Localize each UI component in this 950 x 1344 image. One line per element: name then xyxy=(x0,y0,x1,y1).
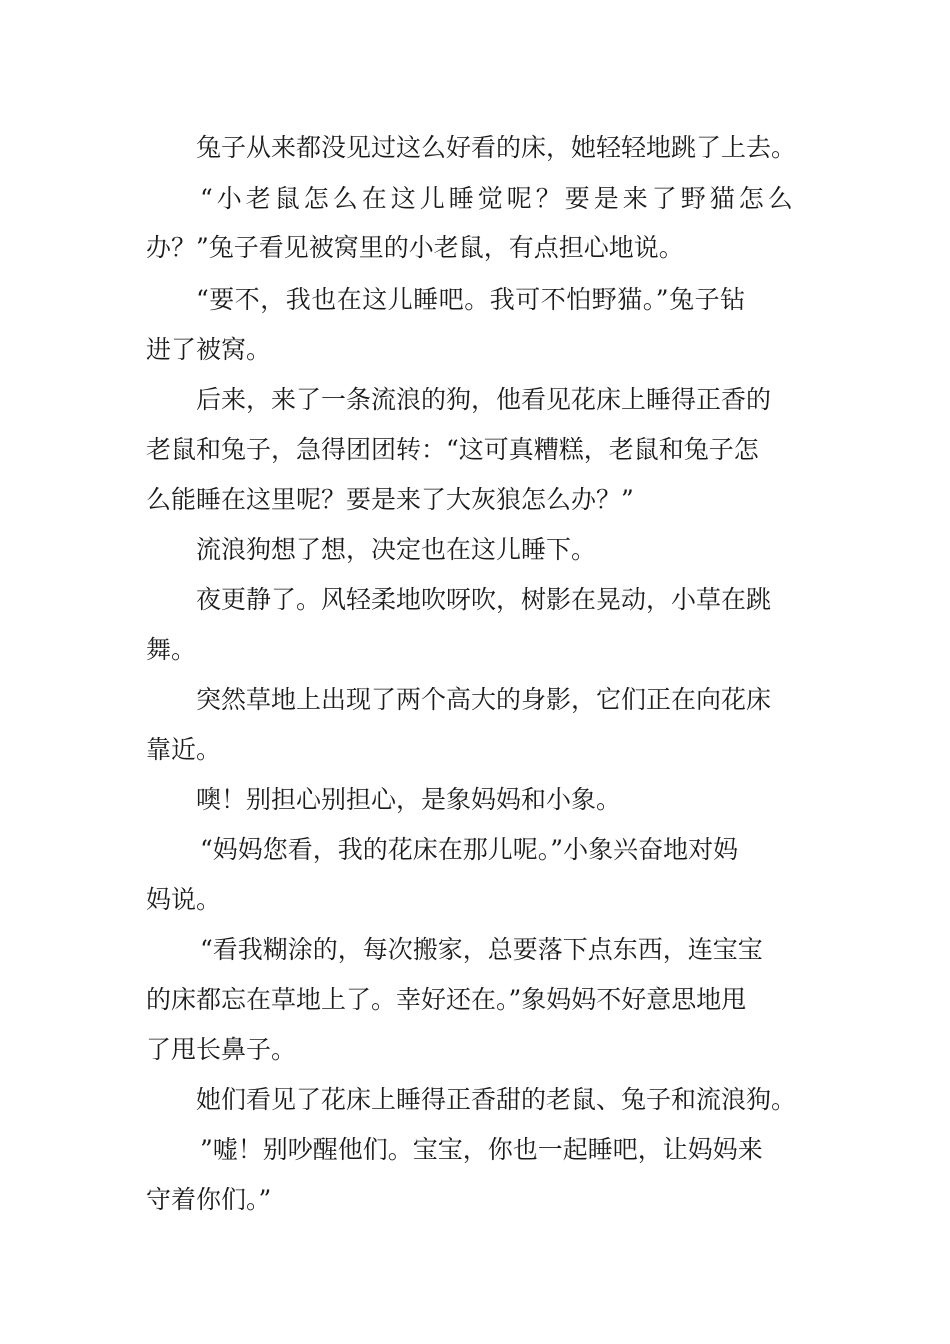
text-line: ”嘘！别吵醒他们。宝宝，你也一起睡吧，让妈妈来 xyxy=(200,1135,763,1164)
text-line: 进了被窝。 xyxy=(146,335,272,364)
text-line: 夜更静了。风轻柔地吹呀吹，树影在晃动，小草在跳 xyxy=(196,585,772,614)
text-line: “妈妈您看，我的花床在那儿呢。”小象兴奋地对妈 xyxy=(200,835,739,864)
text-line: 她们看见了花床上睡得正香甜的老鼠、兔子和流浪狗。 xyxy=(196,1085,797,1114)
text-line: 流浪狗想了想，决定也在这儿睡下。 xyxy=(196,535,597,564)
text-line: 了甩长鼻子。 xyxy=(146,1035,297,1064)
text-line: 么能睡在这里呢？要是来了大灰狼怎么办？” xyxy=(146,485,634,514)
text-line: “小老鼠怎么在这儿睡觉呢？要是来了野猫怎么 xyxy=(200,184,797,213)
text-line: “看我糊涂的，每次搬家，总要落下点东西，连宝宝 xyxy=(200,935,763,964)
text-line: 守着你们。” xyxy=(146,1185,272,1214)
text-line: 突然草地上出现了两个高大的身影，它们正在向花床 xyxy=(196,685,772,714)
text-line: 的床都忘在草地上了。幸好还在。”象妈妈不好意思地甩 xyxy=(146,985,747,1014)
text-line: 靠近。 xyxy=(146,735,222,764)
text-line: 妈说。 xyxy=(146,885,222,914)
text-line: 办？”兔子看见被窝里的小老鼠，有点担心地说。 xyxy=(146,233,684,262)
text-line: 噢！别担心别担心，是象妈妈和小象。 xyxy=(196,785,622,814)
text-line: 后来，来了一条流浪的狗，他看见花床上睡得正香的 xyxy=(196,385,772,414)
text-line: 老鼠和兔子，急得团团转：“这可真糟糕，老鼠和兔子怎 xyxy=(146,435,759,464)
text-line: 舞。 xyxy=(146,635,197,664)
text-line: “要不，我也在这儿睡吧。我可不怕野猫。”兔子钻 xyxy=(196,285,746,314)
text-line: 兔子从来都没见过这么好看的床，她轻轻地跳了上去。 xyxy=(196,133,797,162)
